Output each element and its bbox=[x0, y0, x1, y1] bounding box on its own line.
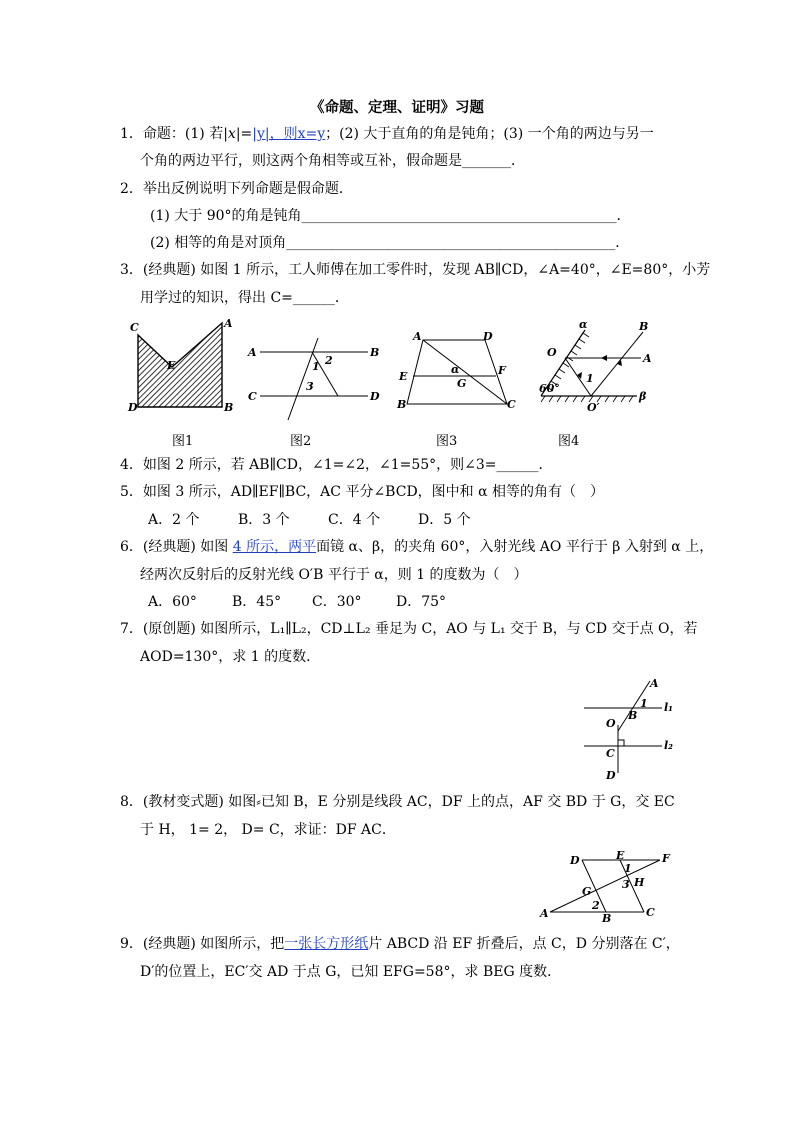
question-6-option-a: A．60° bbox=[148, 594, 197, 610]
figure-8-label-c: C bbox=[646, 906, 655, 919]
q9-part-a: 9．(经典题) 如图所示，把 bbox=[120, 936, 285, 952]
question-2-part-1: (1) 大于 90°的角是钝角_____________________________________________． bbox=[150, 208, 631, 224]
figure-4 bbox=[525, 320, 665, 415]
figure-1-label-e: E bbox=[167, 359, 176, 372]
question-3-line-2: 用学过的知识，得出 C=______． bbox=[140, 290, 349, 306]
q9-link[interactable]: 一张长方形纸 bbox=[284, 936, 369, 952]
figure-8-label-f: F bbox=[662, 852, 670, 865]
figure-8-label-g: G bbox=[582, 885, 592, 898]
figure-3 bbox=[395, 330, 525, 420]
figure-1-label-d: D bbox=[128, 401, 138, 414]
figure-1-label-b: B bbox=[224, 401, 234, 414]
figure-3-label-e: E bbox=[399, 370, 408, 383]
question-5-stem: 5．如图 3 所示，AD∥EF∥BC，AC 平分∠BCD，图中和 α 相等的角有（ ） bbox=[120, 484, 605, 500]
figure-3-label-c: C bbox=[507, 398, 516, 411]
figure-1 bbox=[120, 315, 240, 425]
question-6-option-d: D．75° bbox=[396, 594, 447, 610]
figure-4-label-a: A bbox=[643, 352, 652, 365]
figure-2-label-1: 1 bbox=[312, 360, 320, 373]
question-8-line-1: 8．(教材变式题) 如图⸗已知 B，E 分别是线段 AC，DF 上的点，AF 交 BD 于 G，交 EC bbox=[120, 794, 675, 810]
figure-1-label-a: A bbox=[224, 317, 233, 330]
figure-8-label-a: A bbox=[540, 907, 549, 920]
figure-2-label-2: 2 bbox=[325, 354, 333, 367]
figure-4-arrow-2 bbox=[577, 372, 582, 379]
figure-3-caption: 图3 bbox=[436, 434, 458, 449]
figure-4-label-60: 60° bbox=[539, 382, 560, 395]
q1-link[interactable]: |y|，则x=y bbox=[252, 126, 326, 142]
question-6-option-b: B．45° bbox=[232, 594, 282, 610]
figure-2-transversal-1 bbox=[288, 338, 318, 420]
figure-8-label-2: 2 bbox=[592, 899, 600, 912]
question-2-part-2: (2) 相等的角是对顶角_______________________________________________． bbox=[150, 235, 630, 251]
question-4: 4．如图 2 所示，若 AB∥CD，∠1=∠2，∠1=55°，则∠3=______． bbox=[120, 457, 553, 473]
question-7-line-1: 7．(原创题) 如图所示，L₁∥L₂，CD⊥L₂ 垂足为 C，AO 与 L₁ 交于 B，与 CD 交于点 O，若 bbox=[120, 621, 698, 637]
figure-4-label-o-prime: O′ bbox=[587, 401, 600, 414]
figure-3-label-g: G bbox=[457, 377, 467, 390]
figure-4-arrow-1 bbox=[601, 355, 607, 361]
figure-3-label-f: F bbox=[498, 364, 506, 377]
figure-1-caption: 图1 bbox=[172, 434, 194, 449]
figure-8-label-e: E bbox=[616, 849, 625, 862]
figure-7-label-o: O bbox=[606, 717, 616, 730]
figure-7 bbox=[580, 675, 680, 785]
question-6-option-c: C．30° bbox=[312, 594, 362, 610]
question-8-line-2: 于 H， 1= 2， D= C，求证：DF AC． bbox=[140, 822, 396, 838]
figure-8-label-b: B bbox=[602, 912, 612, 925]
figure-2-caption: 图2 bbox=[290, 434, 312, 449]
figure-1-label-c: C bbox=[130, 321, 139, 334]
figure-3-label-a: A bbox=[413, 330, 422, 343]
q6-part-b: 面镜 α、β，的夹角 60°，入射光线 AO 平行于 β 入射到 α 上， bbox=[316, 539, 714, 555]
figure-7-label-1: 1 bbox=[640, 697, 648, 710]
figure-7-label-l1: l₁ bbox=[664, 701, 673, 714]
figure-7-label-a: A bbox=[650, 677, 659, 690]
figure-4-label-alpha: α bbox=[579, 318, 588, 331]
question-3-line-1: 3．(经典题) 如图 1 所示，工人师傅在加工零件时，发现 AB∥CD，∠A=40°，∠E=80°，小芳 bbox=[120, 262, 711, 278]
question-5-option-d: D．5 个 bbox=[418, 512, 471, 528]
figure-8-label-h: H bbox=[634, 876, 645, 889]
question-6-line-2: 经两次反射后的反射光线 O′B 平行于 α，则 1 的度数为（ ） bbox=[140, 567, 528, 583]
question-5-option-a: A．2 个 bbox=[148, 512, 200, 528]
figure-8-label-d: D bbox=[570, 854, 580, 867]
q6-part-a: 6．(经典题) 如图 bbox=[120, 539, 233, 555]
figure-8-label-3: 3 bbox=[622, 878, 630, 891]
question-1-line-2: 个角的两边平行，则这两个角相等或互补，假命题是_______． bbox=[140, 153, 525, 169]
figure-1-shape bbox=[138, 323, 222, 407]
figure-7-label-c: C bbox=[606, 747, 615, 760]
figure-2-label-c: C bbox=[248, 390, 257, 403]
question-9-line-1 bbox=[120, 935, 680, 953]
q1-part-b: |= bbox=[235, 126, 253, 142]
question-5-option-b: B．3 个 bbox=[238, 512, 290, 528]
question-5-option-c: C．4 个 bbox=[328, 512, 381, 528]
figure-2-label-3: 3 bbox=[306, 380, 314, 393]
figure-7-label-l2: l₂ bbox=[664, 739, 673, 752]
figure-4-caption: 图4 bbox=[558, 434, 580, 449]
figure-7-label-b: B bbox=[628, 709, 638, 722]
question-9-line-2: D′的位置上，EC′交 AD 于点 G，已知 EFG=58°，求 BEG 度数． bbox=[140, 964, 562, 980]
figure-2-label-d: D bbox=[370, 390, 380, 403]
figure-2 bbox=[240, 330, 390, 425]
figure-3-label-b: B bbox=[397, 398, 407, 411]
q1-part-c: ；(2) 大于直角的角是钝角；(3) 一个角的两边与另一 bbox=[325, 126, 654, 142]
figure-3-label-alpha: α bbox=[451, 363, 460, 376]
q9-part-b: 片 ABCD 沿 EF 折叠后，点 C，D 分别落在 C′， bbox=[368, 936, 680, 952]
figure-4-label-b: B bbox=[639, 320, 649, 333]
question-7-line-2: AOD=130°，求 1 的度数． bbox=[140, 649, 321, 665]
question-2-stem: 2．举出反例说明下列命题是假命题． bbox=[120, 181, 353, 197]
figure-7-label-d: D bbox=[606, 769, 616, 782]
figure-2-label-a: A bbox=[248, 346, 257, 359]
figure-8-label-1: 1 bbox=[624, 862, 632, 875]
page-title: 《命题、定理、证明》习题 bbox=[310, 99, 484, 116]
figure-3-label-d: D bbox=[483, 330, 493, 343]
question-6-line-1 bbox=[120, 538, 713, 556]
figure-4-label-o: O bbox=[547, 346, 557, 359]
question-1-line-1 bbox=[120, 125, 654, 143]
figure-3-diagonal-ac bbox=[423, 340, 507, 404]
figure-8 bbox=[538, 849, 678, 925]
q1-part-a: 1．命题：(1) 若| bbox=[120, 126, 228, 142]
q1-var-x: x bbox=[227, 126, 236, 142]
figure-2-label-b: B bbox=[370, 346, 380, 359]
figure-4-label-1: 1 bbox=[586, 372, 594, 385]
q6-link[interactable]: 4 所示，两平 bbox=[232, 539, 317, 555]
figure-4-label-beta: β bbox=[639, 390, 647, 403]
figure-7-right-angle bbox=[618, 740, 624, 746]
